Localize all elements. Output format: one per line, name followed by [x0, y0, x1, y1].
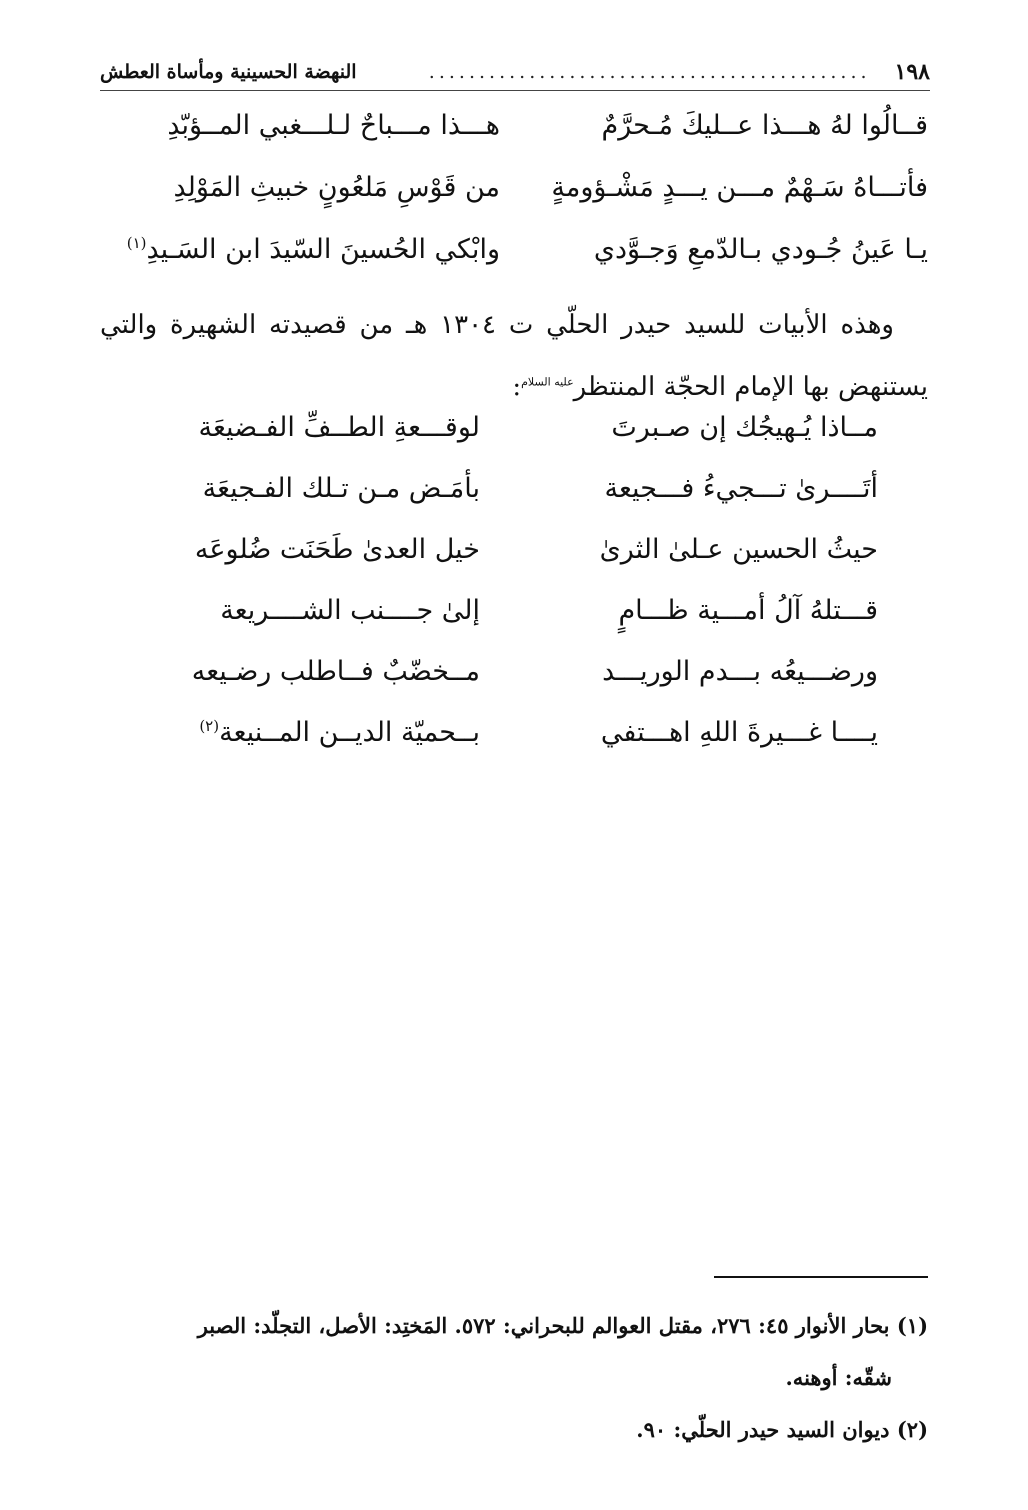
verse-first-hemistich: قـــتلهُ آلُ أمـــية ظـــامٍ — [618, 595, 878, 626]
verse-first-hemistich: مــاذا يُـهيجُك إن صـبرتَ — [611, 412, 878, 443]
footnote-1 — [100, 1300, 928, 1404]
verse-first-hemistich: أتَــــرىٰ تـــجيءُ فـــجيعة — [604, 473, 878, 504]
verse-second-hemistich: وابْكي الحُسينَ السّيدَ ابن السَـيدِ$^{(١)}$ — [126, 234, 500, 265]
footnote-marker: (٢) — [199, 717, 220, 735]
verse-second-hemistich: إلىٰ جــــنب الشــــريعة — [220, 595, 480, 626]
verse-line — [150, 473, 878, 534]
footnote-1-line-2: شقّه: أوهنه. — [785, 1365, 892, 1390]
verse-second-hemistich: بــحميّة الديــن المــنيعة$^{(٢)}$ — [199, 717, 480, 748]
verse-second-hemistich: بأمَـض مـن تـلك الفـجيعَة — [202, 473, 480, 504]
verse-second-hemistich: خيل العدىٰ طَحَنَت ضُلوعَه — [194, 534, 480, 565]
header-rule — [100, 90, 930, 91]
verse-first-hemistich: يـا عَينُ جُـودي بـالدّمعِ وَجـوَّدي — [593, 234, 928, 265]
prose-line-1: وهذه الأبيات للسيد حيدر الحلّي ت ١٣٠٤ هـ من قصيدته الشهيرة والتي — [100, 310, 894, 340]
honorific-ligature: عليه السلام — [521, 375, 574, 389]
footnote-2-line-1: (٢) ديوان السيد حيدر الحلّي: ٩٠. — [636, 1417, 928, 1442]
verse-first-hemistich: حيثُ الحسين عـلىٰ الثرىٰ — [599, 534, 878, 565]
verse-second-hemistich: هـــذا مـــباحٌ لـلـــغبي المــؤبّدِ — [167, 110, 500, 141]
footnote-1-line-1: (١) بحار الأنوار ٤٥: ٢٧٦، مقتل العوالم للبحراني: ٥٧٢. المَختِد: الأصل، التجلّد: الصبر — [197, 1313, 928, 1338]
verse-line — [150, 717, 878, 778]
verse-line — [100, 172, 928, 234]
verse-first-hemistich: يــــا غـــيرةَ اللهِ اهـــتفي — [600, 717, 878, 748]
prose-colon: : — [512, 372, 522, 402]
footnote-2 — [100, 1404, 928, 1456]
verse-second-hemistich: من قَوْسِ مَلعُونٍ خبيثِ المَوْلِدِ — [173, 172, 500, 203]
footnotes — [100, 1300, 928, 1456]
footnote-marker: (١) — [126, 234, 147, 252]
verse-line — [100, 234, 928, 296]
verse-first-hemistich: قــالُوا لهُ هـــذا عــليكَ مُـحرَّمٌ — [601, 110, 928, 141]
verse-line — [150, 595, 878, 656]
verse-second-hemistich: مــخضّبٌ فــاطلب رضـيعه — [191, 656, 480, 687]
prose-paragraph — [100, 294, 928, 418]
verse-line — [150, 656, 878, 717]
page-number: ١٩٨ — [894, 59, 930, 85]
prose-line-2: يستنهض بها الإمام الحجّة المنتظر — [573, 372, 928, 402]
verse-first-hemistich: فأتـــاهُ سَـهْمٌ مـــن يـــدٍ مَشْـؤومةٍ — [551, 172, 928, 203]
verse-first-hemistich: ورضـــيعُه بـــدم الوريـــد — [602, 656, 878, 687]
footnote-separator — [714, 1276, 928, 1278]
page-header — [100, 52, 930, 92]
verse-line — [150, 534, 878, 595]
verse-line — [150, 412, 878, 473]
verse-second-hemistich: لوقـــعةِ الطــفِّ الفـضيعَة — [198, 412, 480, 443]
poem-second — [150, 412, 878, 778]
header-leader-dots: ............................................ — [428, 61, 871, 83]
running-title: النهضة الحسينية ومأساة العطش — [100, 61, 357, 83]
poem-first — [100, 110, 928, 296]
verse-line — [100, 110, 928, 172]
